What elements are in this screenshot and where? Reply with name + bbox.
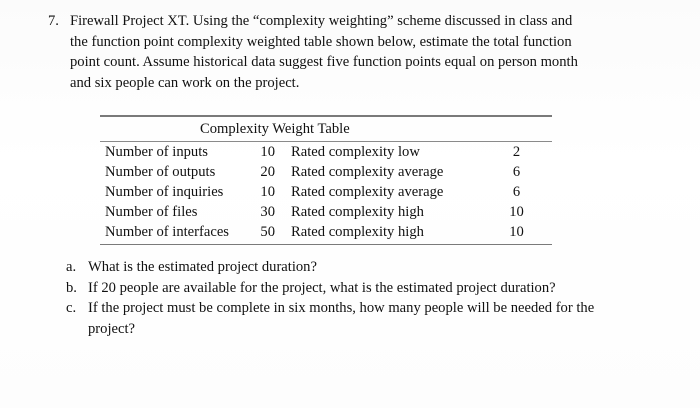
- question-line: the function point complexity weighted table shown below, estimate the total function: [70, 33, 572, 50]
- subquestion-letter: b.: [66, 279, 77, 296]
- row-weight: 6: [512, 183, 521, 200]
- row-weight: 6: [512, 163, 521, 180]
- subquestion-b: [66, 278, 646, 299]
- table-body: [100, 142, 552, 242]
- question-line: Firewall Project XT. Using the “complexity weighting” scheme discussed in class and: [70, 13, 573, 29]
- row-label: Number of inputs: [105, 143, 208, 160]
- row-label: Number of files: [105, 203, 198, 220]
- row-count: 30: [260, 203, 275, 220]
- row-count: 10: [260, 183, 275, 200]
- table-title: Complexity Weight Table: [200, 120, 350, 137]
- row-rating: Rated complexity high: [291, 203, 424, 220]
- row-weight: 10: [509, 203, 524, 220]
- question-number: 7.: [48, 13, 59, 29]
- table-row: [100, 222, 552, 242]
- subquestion-text: If the project must be complete in six months, how many people will be needed for the: [88, 300, 595, 316]
- table-row: [100, 142, 552, 162]
- row-label: Number of inquiries: [105, 183, 224, 200]
- table-top-rule: [100, 115, 552, 117]
- subquestion-c: [66, 298, 646, 339]
- row-rating: Rated complexity average: [291, 163, 444, 180]
- subquestion-list: [66, 257, 646, 339]
- subquestion-letter: a.: [66, 259, 77, 275]
- row-weight: 2: [512, 143, 521, 160]
- row-label: Number of interfaces: [105, 223, 229, 240]
- table-row: [100, 202, 552, 222]
- row-label: Number of outputs: [105, 163, 216, 180]
- row-count: 20: [260, 163, 275, 180]
- table-row: [100, 162, 552, 182]
- table-bottom-rule: [100, 244, 552, 246]
- question-text: [70, 11, 630, 93]
- question-line: point count. Assume historical data suggest five function points equal on person month: [70, 54, 578, 70]
- question-line: and six people can work on the project.: [70, 74, 300, 91]
- row-rating: Rated complexity high: [291, 223, 424, 240]
- subquestion-text: What is the estimated project duration?: [88, 259, 317, 275]
- subquestion-text: project?: [88, 320, 135, 337]
- subquestion-text: If 20 people are available for the project, what is the estimated project duration?: [88, 279, 556, 296]
- row-count: 50: [260, 223, 275, 240]
- complexity-weight-table: [100, 115, 552, 245]
- row-count: 10: [260, 143, 275, 160]
- subquestion-a: [66, 257, 646, 278]
- subquestion-letter: c.: [66, 300, 77, 316]
- row-rating: Rated complexity low: [291, 143, 420, 160]
- table-row: [100, 182, 552, 202]
- row-weight: 10: [509, 223, 524, 240]
- row-rating: Rated complexity average: [291, 183, 444, 200]
